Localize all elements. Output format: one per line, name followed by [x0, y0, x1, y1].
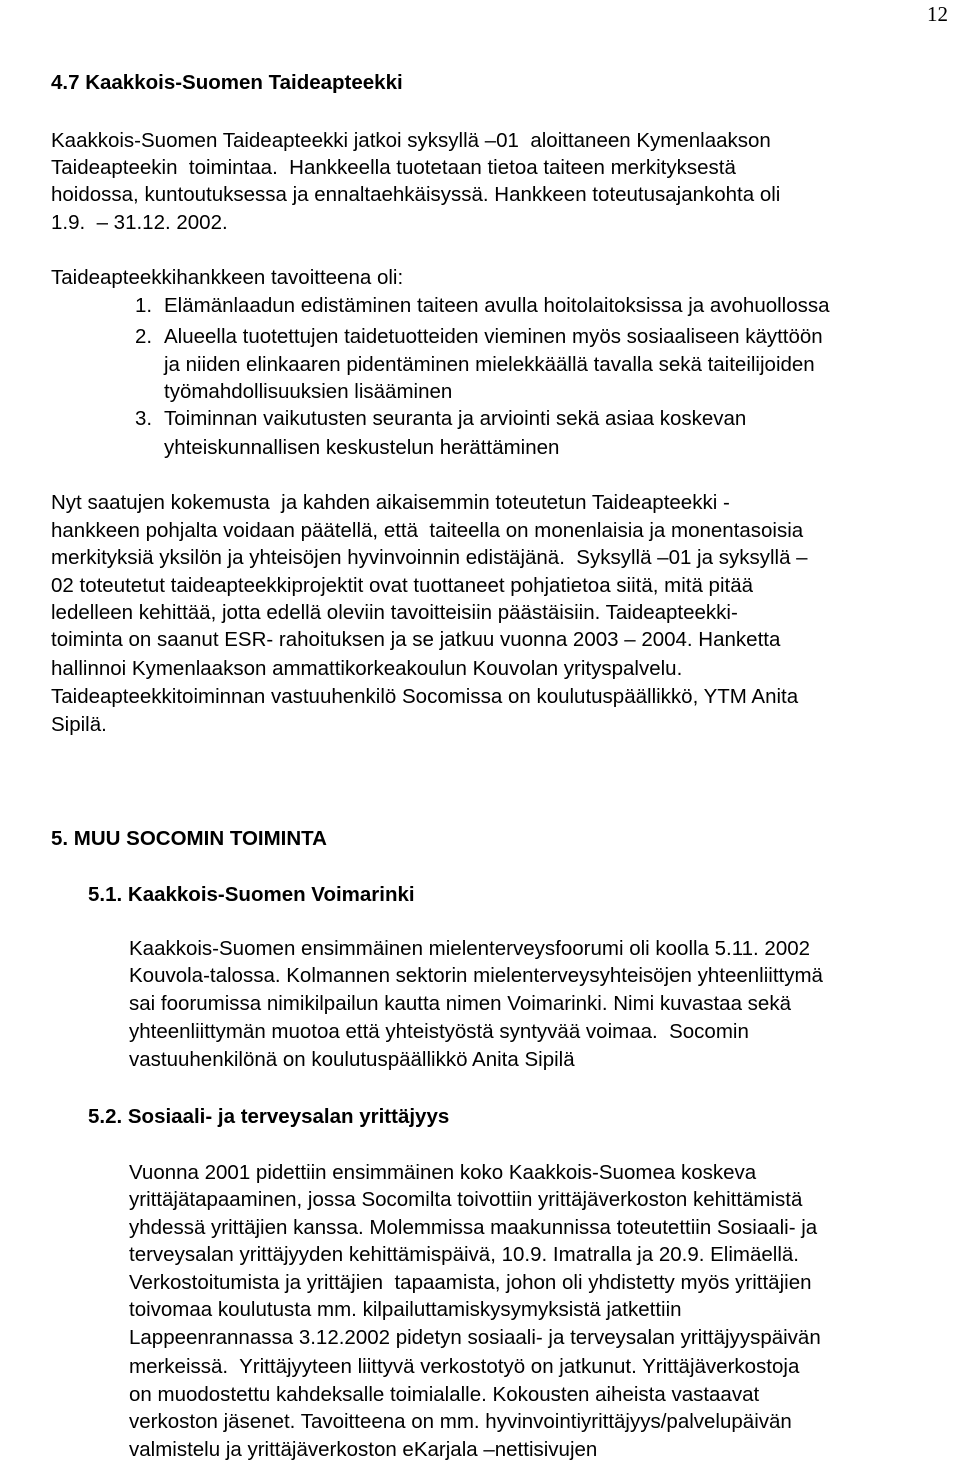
list-item-number: 2.	[135, 325, 153, 348]
text-line: terveysalan yrittäjyyden kehittämispäivä, 10.9. Imatralla ja 20.9. Elimäellä.	[129, 1243, 799, 1266]
section-5-2-heading: 5.2. Sosiaali- ja terveysalan yrittäjyys	[88, 1105, 450, 1128]
list-item-text: Alueella tuotettujen taidetuotteiden vieminen myös sosiaaliseen käyttöön	[164, 325, 823, 348]
text-line: on muodostettu kahdeksalle toimialalle. Kokousten aiheista vastaavat	[129, 1383, 760, 1406]
text-line: Lappeenrannassa 3.12.2002 pidetyn sosiaali- ja terveysalan yrittäjyyspäivän	[129, 1326, 821, 1349]
text-line: hallinnoi Kymenlaakson ammattikorkeakoulun Kouvolan yrityspalvelu.	[51, 657, 683, 680]
text-line: toiminta on saanut ESR- rahoituksen ja se jatkuu vuonna 2003 – 2004. Hanketta	[51, 628, 781, 651]
text-line: Verkostoitumista ja yrittäjien tapaamista, johon oli yhdistetty myös yrittäjien	[129, 1271, 812, 1294]
text-line: Nyt saatujen kokemusta ja kahden aikaisemmin toteutetun Taideapteekki -	[51, 491, 730, 514]
text-line: valmistelu ja yrittäjäverkoston eKarjala –nettisivujen	[129, 1438, 598, 1461]
text-line: merkityksiä yksilön ja yhteisöjen hyvinvoinnin edistäjänä. Syksyllä –01 ja syksyllä –	[51, 546, 808, 569]
text-line: 02 toteutetut taideapteekkiprojektit ovat tuottaneet pohjatietoa siitä, mitä pitää	[51, 574, 754, 597]
text-line: verkoston jäsenet. Tavoitteena on mm. hyvinvointiyrittäjyys/palvelupäivän	[129, 1410, 792, 1433]
text-line: yrittäjätapaaminen, jossa Socomilta toivottiin yrittäjäverkoston kehittämistä	[129, 1188, 803, 1211]
text-line: hoidossa, kuntoutuksessa ja ennaltaehkäisyssä. Hankkeen toteutusajankohta oli	[51, 183, 781, 206]
text-line: hankkeen pohjalta voidaan päätellä, että taiteella on monenlaisia ja monentasoisia	[51, 519, 804, 542]
list-item-text: työmahdollisuuksien lisääminen	[164, 380, 453, 403]
list-item-text: Elämänlaadun edistäminen taiteen avulla hoitolaitoksissa ja avohuollossa	[164, 294, 830, 317]
text-line: Sipilä.	[51, 713, 107, 736]
text-line: Kaakkois-Suomen Taideapteekki jatkoi syksyllä –01 aloittaneen Kymenlaakson	[51, 129, 771, 152]
section-4-7-heading: 4.7 Kaakkois-Suomen Taideapteekki	[51, 71, 403, 94]
text-line: toivomaa koulutusta mm. kilpailuttamiskysymyksistä jatkettiin	[129, 1298, 682, 1321]
text-line: 1.9. – 31.12. 2002.	[51, 211, 228, 234]
text-line: Taideapteekin toimintaa. Hankkeella tuotetaan tietoa taiteen merkityksestä	[51, 156, 736, 179]
text-line: yhdessä yrittäjien kanssa. Molemmissa maakunnissa toteutettiin Sosiaali- ja	[129, 1216, 818, 1239]
goals-label: Taideapteekkihankkeen tavoitteena oli:	[51, 266, 404, 289]
list-item-text: yhteiskunnallisen keskustelun herättäminen	[164, 436, 560, 459]
list-item-text: ja niiden elinkaaren pidentäminen mielekkäällä tavalla sekä taiteilijoiden	[164, 353, 815, 376]
text-line: Vuonna 2001 pidettiin ensimmäinen koko Kaakkois-Suomea koskeva	[129, 1161, 757, 1184]
list-item-number: 3.	[135, 407, 153, 430]
text-line: vastuuhenkilönä on koulutuspäällikkö Anita Sipilä	[129, 1048, 575, 1071]
text-line: yhteenliittymän muotoa että yhteistyöstä syntyvää voimaa. Socomin	[129, 1020, 749, 1043]
page-number: 12	[927, 2, 948, 26]
list-item-number: 1.	[135, 294, 153, 317]
text-line: merkeissä. Yrittäjyyteen liittyvä verkostotyö on jatkunut. Yrittäjäverkostoja	[129, 1355, 800, 1378]
text-line: ledelleen kehittää, jotta edellä oleviin tavoitteisiin päästäisiin. Taideapteekki-	[51, 601, 738, 624]
text-line: Kaakkois-Suomen ensimmäinen mielenterveysfoorumi oli koolla 5.11. 2002	[129, 937, 811, 960]
section-5-1-heading: 5.1. Kaakkois-Suomen Voimarinki	[88, 883, 415, 906]
text-line: Taideapteekkitoiminnan vastuuhenkilö Socomissa on koulutuspäällikkö, YTM Anita	[51, 685, 799, 708]
text-line: Kouvola-talossa. Kolmannen sektorin mielenterveysyhteisöjen yhteenliittymä	[129, 964, 823, 987]
text-line: sai foorumissa nimikilpailun kautta nimen Voimarinki. Nimi kuvastaa sekä	[129, 992, 791, 1015]
section-5-heading: 5. MUU SOCOMIN TOIMINTA	[51, 827, 327, 850]
list-item-text: Toiminnan vaikutusten seuranta ja arviointi sekä asiaa koskevan	[164, 407, 747, 430]
